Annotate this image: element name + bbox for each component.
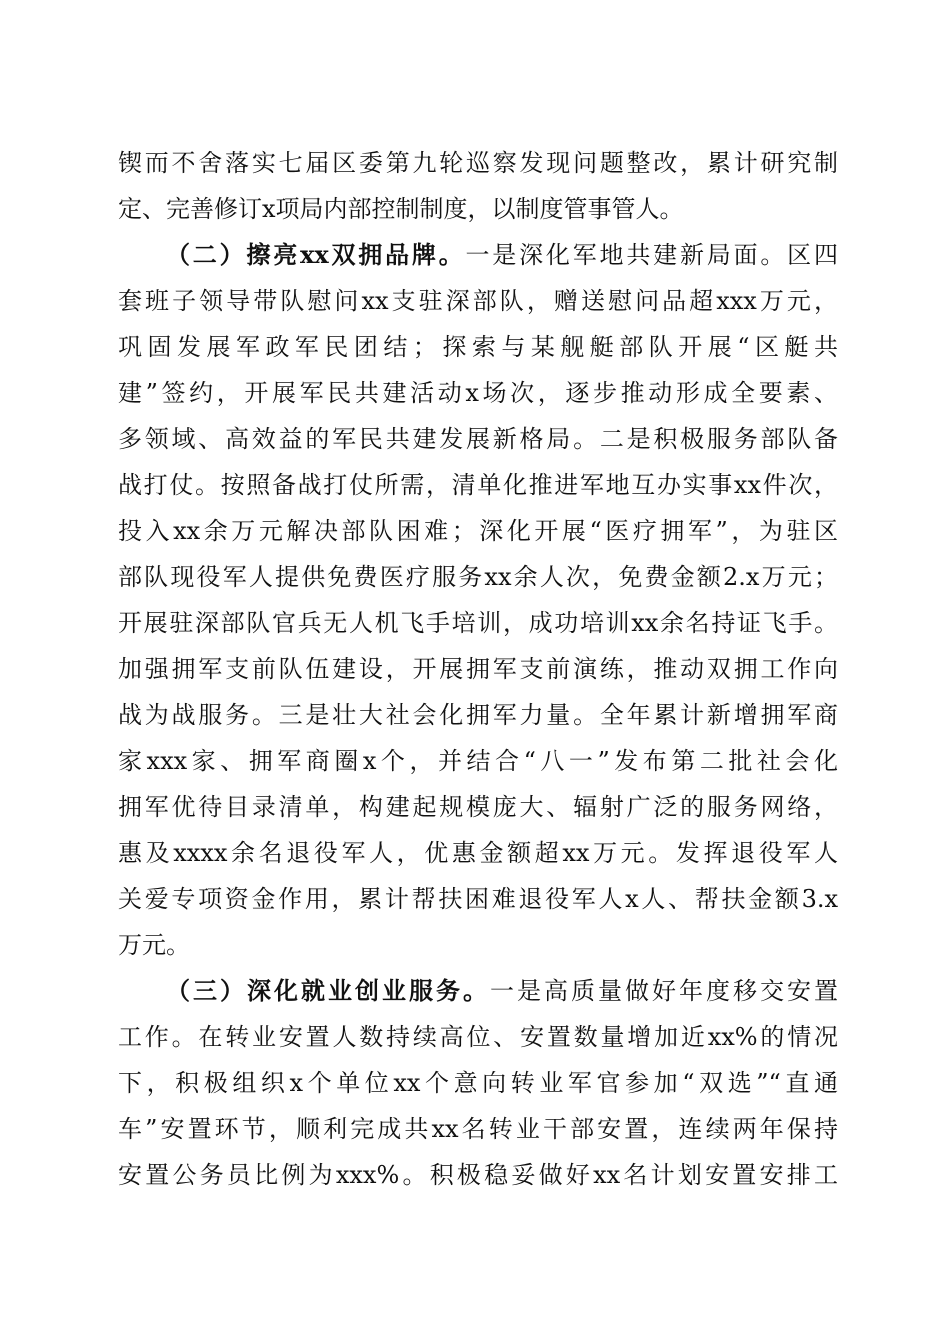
paragraph-line: 开展驻深部队官兵无人机飞手培训，成功培训xx余名持证飞手。 bbox=[118, 609, 838, 637]
paragraph-line: 惠及xxxx余名退役军人，优惠金额超xx万元。发挥退役军人 bbox=[118, 839, 838, 867]
paragraph-line: 锲而不舍落实七届区委第九轮巡察发现问题整改，累计研究制 bbox=[118, 149, 838, 177]
paragraph-line: 工作。在转业安置人数持续高位、安置数量增加近xx%的情况 bbox=[118, 1023, 838, 1051]
paragraph-line-heading: （二）擦亮xx双拥品牌。一是深化军地共建新局面。区四 bbox=[166, 240, 838, 269]
paragraph-line: 下，积极组织x个单位xx个意向转业军官参加“双选”“直通 bbox=[118, 1069, 838, 1097]
paragraph-line: 投入xx余万元解决部队困难；深化开展“医疗拥军”，为驻区 bbox=[118, 517, 838, 545]
paragraph-line: 战打仗。按照备战打仗所需，清单化推进军地互办实事xx件次， bbox=[118, 471, 838, 499]
paragraph-line: 关爱专项资金作用，累计帮扶困难退役军人x人、帮扶金额3.x bbox=[118, 885, 838, 913]
section-heading: （三）深化就业创业服务。 bbox=[166, 976, 490, 1005]
paragraph-line: 巩固发展军政军民团结；探索与某舰艇部队开展“区艇共 bbox=[118, 333, 838, 361]
paragraph-line: 部队现役军人提供免费医疗服务xx余人次，免费金额2.x万元； bbox=[118, 563, 838, 591]
paragraph-line: 加强拥军支前队伍建设，开展拥军支前演练，推动双拥工作向 bbox=[118, 655, 838, 683]
paragraph-line: 战为战服务。三是壮大社会化拥军力量。全年累计新增拥军商 bbox=[118, 701, 838, 729]
paragraph-line: 万元。 bbox=[118, 931, 190, 959]
paragraph-line: 建”签约，开展军民共建活动x场次，逐步推动形成全要素、 bbox=[118, 379, 838, 407]
paragraph-line: 拥军优待目录清单，构建起规模庞大、辐射广泛的服务网络， bbox=[118, 793, 838, 821]
paragraph-line: 定、完善修订x项局内部控制制度，以制度管事管人。 bbox=[118, 195, 684, 223]
paragraph-line: 套班子领导带队慰问xx支驻深部队，赠送慰问品超xxx万元， bbox=[118, 287, 838, 315]
paragraph-line-heading: （三）深化就业创业服务。一是高质量做好年度移交安置 bbox=[166, 976, 838, 1005]
section-heading: （二）擦亮xx双拥品牌。 bbox=[166, 240, 466, 269]
paragraph-line: 家xxx家、拥军商圈x个，并结合“八一”发布第二批社会化 bbox=[118, 747, 838, 775]
paragraph-line: 车”安置环节，顺利完成共xx名转业干部安置，连续两年保持 bbox=[118, 1115, 838, 1143]
paragraph-line: 安置公务员比例为xxx%。积极稳妥做好xx名计划安置安排工 bbox=[118, 1161, 838, 1189]
paragraph-line: 多领域、高效益的军民共建发展新格局。二是积极服务部队备 bbox=[118, 425, 838, 453]
